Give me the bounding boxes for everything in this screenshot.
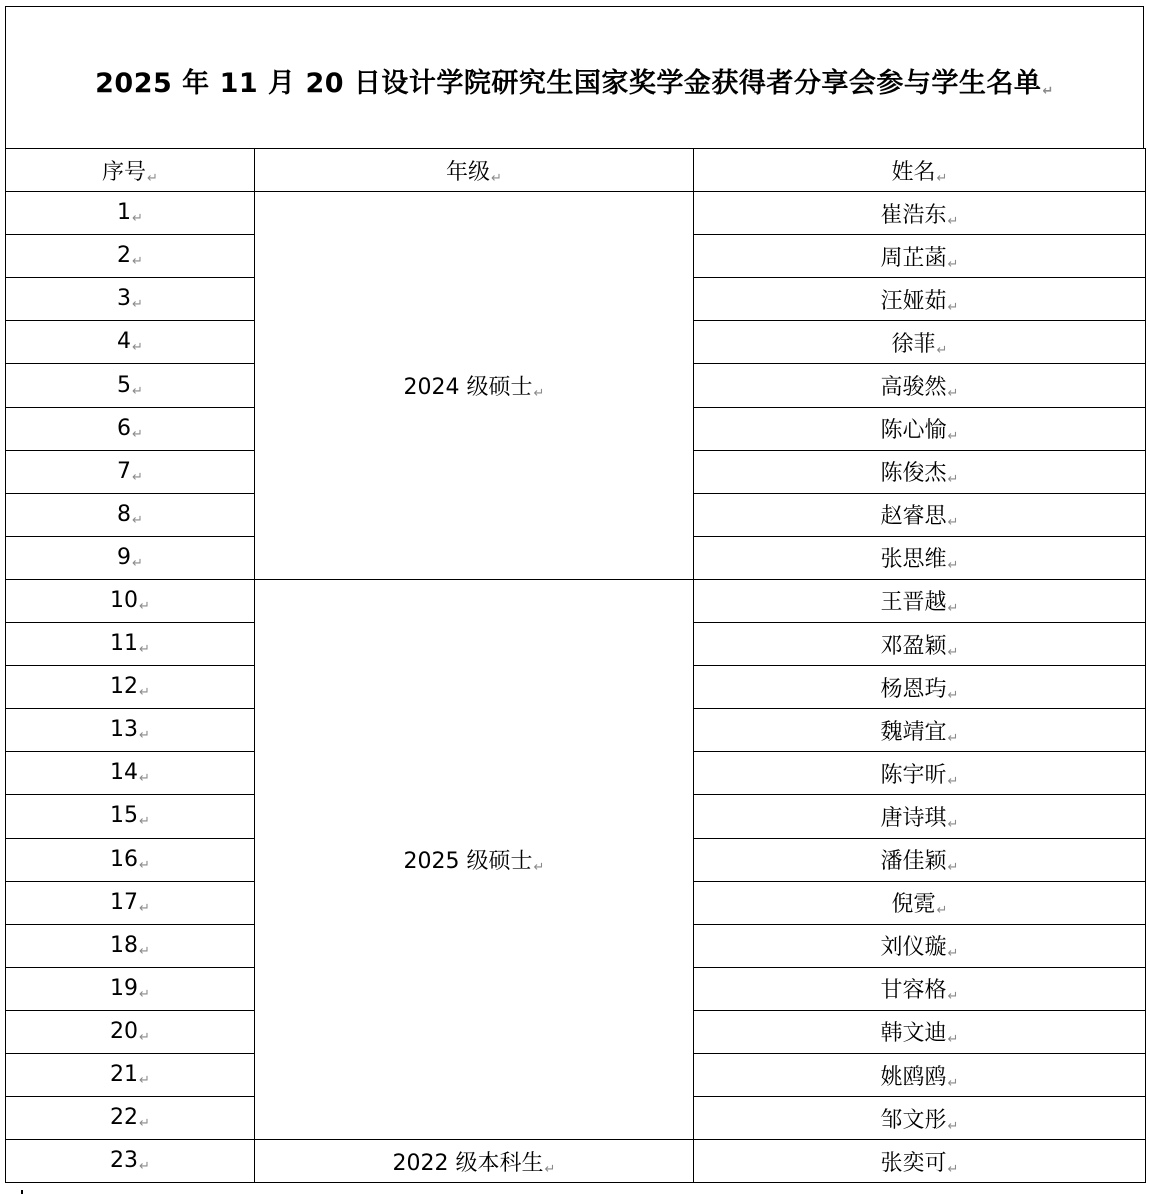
paragraph-mark-icon: ↵: [947, 773, 959, 789]
student-name: 崔浩东: [880, 202, 947, 228]
paragraph-mark-icon: ↵: [139, 857, 150, 873]
row-index-cell: [6, 1053, 255, 1096]
paragraph-mark-icon: ↵: [533, 386, 545, 402]
table-row: [6, 579, 1146, 622]
table-header-row: [6, 149, 1146, 192]
paragraph-mark-icon: ↵: [947, 1118, 959, 1134]
student-name: 张思维: [880, 547, 947, 573]
student-name-cell: [694, 278, 1146, 321]
paragraph-mark-icon: ↵: [139, 642, 150, 658]
paragraph-mark-icon: ↵: [544, 1161, 556, 1177]
student-name-cell: [694, 407, 1146, 450]
row-index-cell: [6, 450, 255, 493]
paragraph-mark-icon: ↵: [533, 860, 545, 876]
row-index: 13: [110, 717, 139, 743]
paragraph-mark-icon: ↵: [139, 1159, 150, 1175]
row-index: 17: [110, 889, 139, 915]
student-name-cell: [694, 536, 1146, 579]
paragraph-mark-icon: ↵: [936, 170, 948, 186]
row-index: 15: [110, 803, 139, 829]
student-name-cell: [694, 364, 1146, 407]
paragraph-mark-icon: ↵: [139, 900, 150, 916]
student-name: 王晋越: [880, 590, 947, 616]
row-index-cell: [6, 881, 255, 924]
row-index-cell: [6, 1010, 255, 1053]
table-row: [6, 1140, 1146, 1183]
paragraph-mark-icon: ↵: [139, 728, 150, 744]
header-grade: [255, 149, 694, 192]
student-name-cell: [694, 1053, 1146, 1096]
paragraph-mark-icon: ↵: [947, 1161, 959, 1177]
row-index-cell: [6, 321, 255, 364]
paragraph-mark-icon: ↵: [132, 211, 143, 227]
row-index-cell: [6, 752, 255, 795]
paragraph-mark-icon: ↵: [947, 989, 959, 1005]
row-index-cell: [6, 192, 255, 235]
paragraph-mark-icon: ↵: [947, 687, 959, 703]
paragraph-mark-icon: ↵: [132, 297, 143, 313]
student-name-cell: [694, 1140, 1146, 1183]
header-name: [694, 149, 1146, 192]
student-name: 邓盈颖: [880, 633, 947, 659]
student-name: 赵睿思: [880, 504, 947, 530]
row-index: 21: [110, 1062, 139, 1088]
student-name-cell: [694, 666, 1146, 709]
student-name-cell: [694, 579, 1146, 622]
student-name: 韩文迪: [880, 1021, 947, 1047]
paragraph-mark-icon: ↵: [947, 1075, 959, 1091]
row-index: 3: [117, 286, 132, 312]
paragraph-mark-icon: ↵: [947, 601, 959, 617]
student-name-cell: [694, 795, 1146, 838]
row-index-cell: [6, 924, 255, 967]
student-name-cell: [694, 321, 1146, 364]
paragraph-mark-icon: ↵: [132, 254, 143, 270]
document-title: [6, 61, 1143, 100]
student-name: 徐菲: [891, 331, 936, 357]
student-name-cell: [694, 709, 1146, 752]
title-text: 2025 年 11 月 20 日设计学院研究生国家奖学金获得者分享会参与学生名单: [95, 68, 1042, 99]
grade-label: 2022 级本科生: [392, 1150, 544, 1176]
paragraph-mark-icon: ↵: [947, 946, 959, 962]
student-name-cell: [694, 752, 1146, 795]
header-index: [6, 149, 255, 192]
row-index-cell: [6, 1097, 255, 1140]
paragraph-mark-icon: ↵: [936, 342, 948, 358]
paragraph-mark-icon: ↵: [132, 469, 143, 485]
row-index: 4: [117, 329, 132, 355]
grade-label: 2024 级硕士: [403, 375, 533, 401]
row-index: 1: [117, 200, 132, 226]
row-index-cell: [6, 579, 255, 622]
paragraph-mark-icon: ↵: [139, 814, 150, 830]
table-body: [6, 192, 1146, 1183]
row-index: 5: [117, 372, 132, 398]
paragraph-mark-icon: ↵: [491, 170, 502, 186]
student-name-cell: [694, 1097, 1146, 1140]
row-index: 9: [117, 544, 132, 570]
paragraph-mark-icon: ↵: [139, 771, 150, 787]
header-grade-label: 年级: [446, 159, 491, 185]
row-index: 6: [117, 415, 132, 441]
student-name: 姚鸥鸥: [880, 1064, 947, 1090]
paragraph-mark-icon: ↵: [132, 383, 143, 399]
paragraph-mark-icon: ↵: [139, 986, 150, 1002]
row-index: 19: [110, 975, 139, 1001]
student-name-cell: [694, 838, 1146, 881]
row-index-cell: [6, 709, 255, 752]
paragraph-mark-icon: ↵: [947, 860, 959, 876]
row-index: 16: [110, 846, 139, 872]
paragraph-mark-icon: ↵: [947, 256, 959, 272]
row-index: 7: [117, 458, 132, 484]
paragraph-mark-icon: ↵: [947, 1032, 959, 1048]
grade-cell: [255, 1140, 694, 1183]
row-index: 14: [110, 760, 139, 786]
row-index-cell: [6, 407, 255, 450]
student-name-cell: [694, 192, 1146, 235]
student-name-cell: [694, 881, 1146, 924]
student-name-cell: [694, 450, 1146, 493]
row-index: 11: [110, 631, 139, 657]
paragraph-mark-icon: ↵: [132, 340, 143, 356]
student-name: 唐诗琪: [880, 805, 947, 831]
header-name-label: 姓名: [891, 159, 936, 185]
row-index-cell: [6, 493, 255, 536]
paragraph-mark-icon: ↵: [139, 598, 150, 614]
student-name: 陈宇昕: [880, 762, 947, 788]
row-index: 12: [110, 674, 139, 700]
paragraph-mark-icon: ↵: [947, 386, 959, 402]
grade-label: 2025 级硕士: [403, 849, 533, 875]
row-index: 20: [110, 1018, 139, 1044]
student-name: 潘佳颖: [880, 849, 947, 875]
paragraph-mark-icon: ↵: [947, 816, 959, 832]
header-index-label: 序号: [102, 159, 147, 185]
paragraph-mark-icon: ↵: [1042, 84, 1054, 99]
student-name: 杨恩玙: [880, 676, 947, 702]
paragraph-mark-icon: ↵: [139, 685, 150, 701]
row-index: 10: [110, 587, 139, 613]
student-name: 陈俊杰: [880, 461, 947, 487]
paragraph-mark-icon: ↵: [947, 299, 959, 315]
row-index-cell: [6, 1140, 255, 1183]
row-index-cell: [6, 838, 255, 881]
row-index-cell: [6, 235, 255, 278]
student-name-cell: [694, 1010, 1146, 1053]
student-name-cell: [694, 493, 1146, 536]
paragraph-mark-icon: ↵: [139, 1073, 150, 1089]
student-name: 张奕可: [880, 1150, 947, 1176]
student-name-cell: [694, 924, 1146, 967]
student-name: 刘仪璇: [880, 935, 947, 961]
student-name: 倪霓: [891, 892, 936, 918]
row-index: 8: [117, 501, 132, 527]
row-index: 23: [110, 1148, 139, 1174]
paragraph-mark-icon: ↵: [132, 426, 143, 442]
row-index-cell: [6, 364, 255, 407]
student-name: 周芷菡: [880, 245, 947, 271]
paragraph-mark-icon: ↵: [947, 515, 959, 531]
student-name-cell: [694, 967, 1146, 1010]
participant-table: [5, 148, 1146, 1183]
paragraph-mark-icon: ↵: [132, 555, 143, 571]
paragraph-mark-icon: ↵: [947, 558, 959, 574]
paragraph-mark-icon: ↵: [947, 429, 959, 445]
row-index-cell: [6, 967, 255, 1010]
student-name: 甘容格: [880, 978, 947, 1004]
table-row: [6, 192, 1146, 235]
grade-cell: [255, 579, 694, 1139]
paragraph-mark-icon: ↵: [947, 213, 959, 229]
paragraph-mark-icon: ↵: [139, 943, 150, 959]
row-index-cell: [6, 795, 255, 838]
paragraph-mark-icon: ↵: [147, 170, 158, 186]
student-name: 陈心愉: [880, 418, 947, 444]
paragraph-mark-icon: ↵: [947, 644, 959, 660]
row-index: 22: [110, 1105, 139, 1131]
paragraph-mark-icon: ↵: [139, 1116, 150, 1132]
student-name-cell: [694, 623, 1146, 666]
row-index: 2: [117, 243, 132, 269]
title-block: [5, 6, 1144, 148]
student-name: 汪娅茹: [880, 288, 947, 314]
student-name: 邹文彤: [880, 1107, 947, 1133]
paragraph-mark-icon: ↵: [132, 512, 143, 528]
page-edge-marker: [21, 1190, 23, 1194]
row-index-cell: [6, 536, 255, 579]
student-name: 魏靖宜: [880, 719, 947, 745]
paragraph-mark-icon: ↵: [139, 1029, 150, 1045]
paragraph-mark-icon: ↵: [936, 903, 948, 919]
grade-cell: [255, 192, 694, 580]
row-index-cell: [6, 278, 255, 321]
row-index-cell: [6, 623, 255, 666]
paragraph-mark-icon: ↵: [947, 472, 959, 488]
student-name-cell: [694, 235, 1146, 278]
paragraph-mark-icon: ↵: [947, 730, 959, 746]
row-index: 18: [110, 932, 139, 958]
row-index-cell: [6, 666, 255, 709]
student-name: 高骏然: [880, 375, 947, 401]
